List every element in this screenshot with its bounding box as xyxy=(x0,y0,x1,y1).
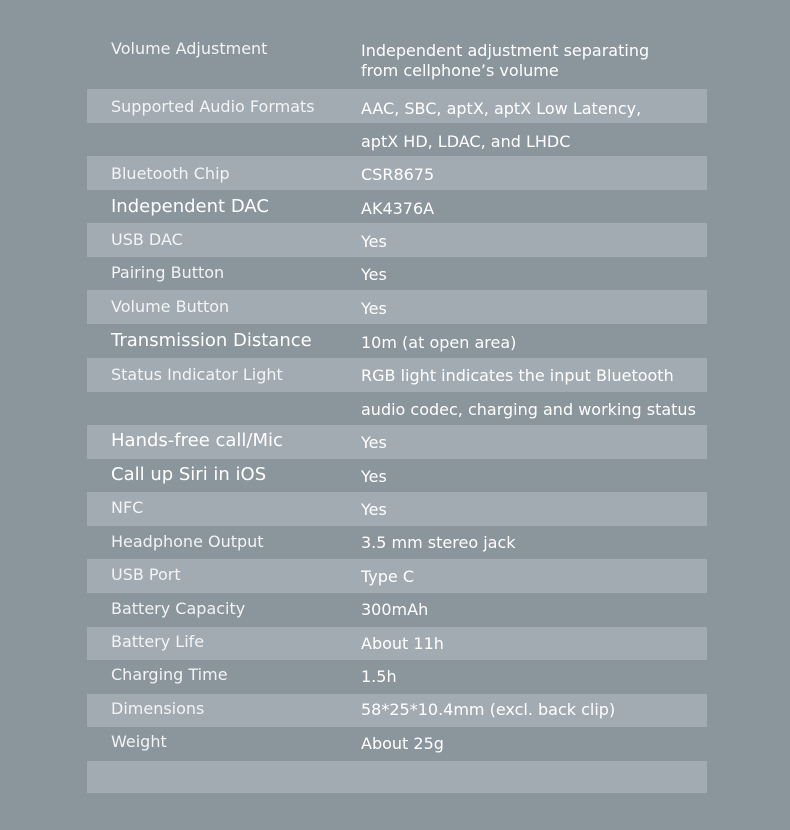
spec-value: About 11h xyxy=(361,634,444,653)
spec-row-empty-band xyxy=(87,761,707,793)
spec-label: Transmission Distance xyxy=(111,330,312,351)
spec-label: USB Port xyxy=(111,565,181,584)
spec-value-line: AAC, SBC, aptX, aptX Low Latency, xyxy=(361,99,642,118)
spec-row-nfc xyxy=(87,492,707,526)
spec-row-headphone-output xyxy=(87,526,707,559)
spec-value: 10m (at open area) xyxy=(361,333,517,352)
spec-row-pairing-button xyxy=(87,257,707,290)
spec-row-battery-capacity xyxy=(87,593,707,627)
spec-label: Independent DAC xyxy=(111,196,269,217)
spec-label: Call up Siri in iOS xyxy=(111,464,267,485)
spec-label: Volume Adjustment xyxy=(111,39,268,58)
spec-value: Yes xyxy=(361,265,387,284)
spec-label: Headphone Output xyxy=(111,532,264,551)
spec-label: Charging Time xyxy=(111,665,228,684)
spec-value: 58*25*10.4mm (excl. back clip) xyxy=(361,700,616,719)
spec-label: NFC xyxy=(111,498,144,517)
spec-label: Pairing Button xyxy=(111,263,225,282)
spec-value: 3.5 mm stereo jack xyxy=(361,533,516,552)
spec-value-line: audio codec, charging and working status xyxy=(361,400,696,419)
spec-row-transmission-distance xyxy=(87,324,707,358)
spec-label: Battery Capacity xyxy=(111,599,246,618)
spec-label: Status Indicator Light xyxy=(111,365,283,384)
spec-value-line: aptX HD, LDAC, and LHDC xyxy=(361,132,571,151)
spec-label: Bluetooth Chip xyxy=(111,164,230,183)
spec-row-status-indicator-light xyxy=(87,358,707,392)
spec-row-volume-adjustment xyxy=(87,35,707,88)
spec-value-line: from cellphone’s volume xyxy=(361,61,559,80)
spec-label: USB DAC xyxy=(111,230,183,249)
spec-row-supported-audio-formats xyxy=(87,89,707,123)
spec-value xyxy=(361,41,649,81)
spec-label: Weight xyxy=(111,732,167,751)
spec-row-dimensions xyxy=(87,694,707,727)
spec-row-weight xyxy=(87,727,707,761)
spec-label: Hands-free call/Mic xyxy=(111,430,283,451)
spec-value: CSR8675 xyxy=(361,165,435,184)
spec-label: Dimensions xyxy=(111,699,205,718)
spec-value-line: Independent adjustment separating xyxy=(361,41,650,60)
spec-value: Yes xyxy=(361,232,387,251)
spec-value: 300mAh xyxy=(361,600,429,619)
spec-row-battery-life xyxy=(87,627,707,660)
spec-row-independent-dac xyxy=(87,190,707,223)
spec-value: Type C xyxy=(361,567,415,586)
spec-value: AK4376A xyxy=(361,199,435,218)
spec-value-line: RGB light indicates the input Bluetooth xyxy=(361,366,674,385)
spec-value: Yes xyxy=(361,433,387,452)
spec-label: Battery Life xyxy=(111,632,205,651)
spec-row-charging-time xyxy=(87,660,707,694)
spec-row-call-up-siri xyxy=(87,459,707,492)
spec-value: About 25g xyxy=(361,734,444,753)
spec-value: 1.5h xyxy=(361,667,397,686)
spec-row-volume-button xyxy=(87,290,707,324)
spec-row-supported-audio-formats-cont xyxy=(87,123,707,156)
spec-label: Supported Audio Formats xyxy=(111,97,315,116)
spec-value: Yes xyxy=(361,467,387,486)
spec-row-usb-dac xyxy=(87,223,707,257)
spec-label: Volume Button xyxy=(111,297,230,316)
spec-row-bluetooth-chip xyxy=(87,156,707,190)
spec-value: Yes xyxy=(361,500,387,519)
spec-row-hands-free-call-mic xyxy=(87,425,707,459)
spec-row-status-indicator-light-cont xyxy=(87,392,707,425)
spec-value: Yes xyxy=(361,299,387,318)
spec-row-usb-port xyxy=(87,559,707,593)
